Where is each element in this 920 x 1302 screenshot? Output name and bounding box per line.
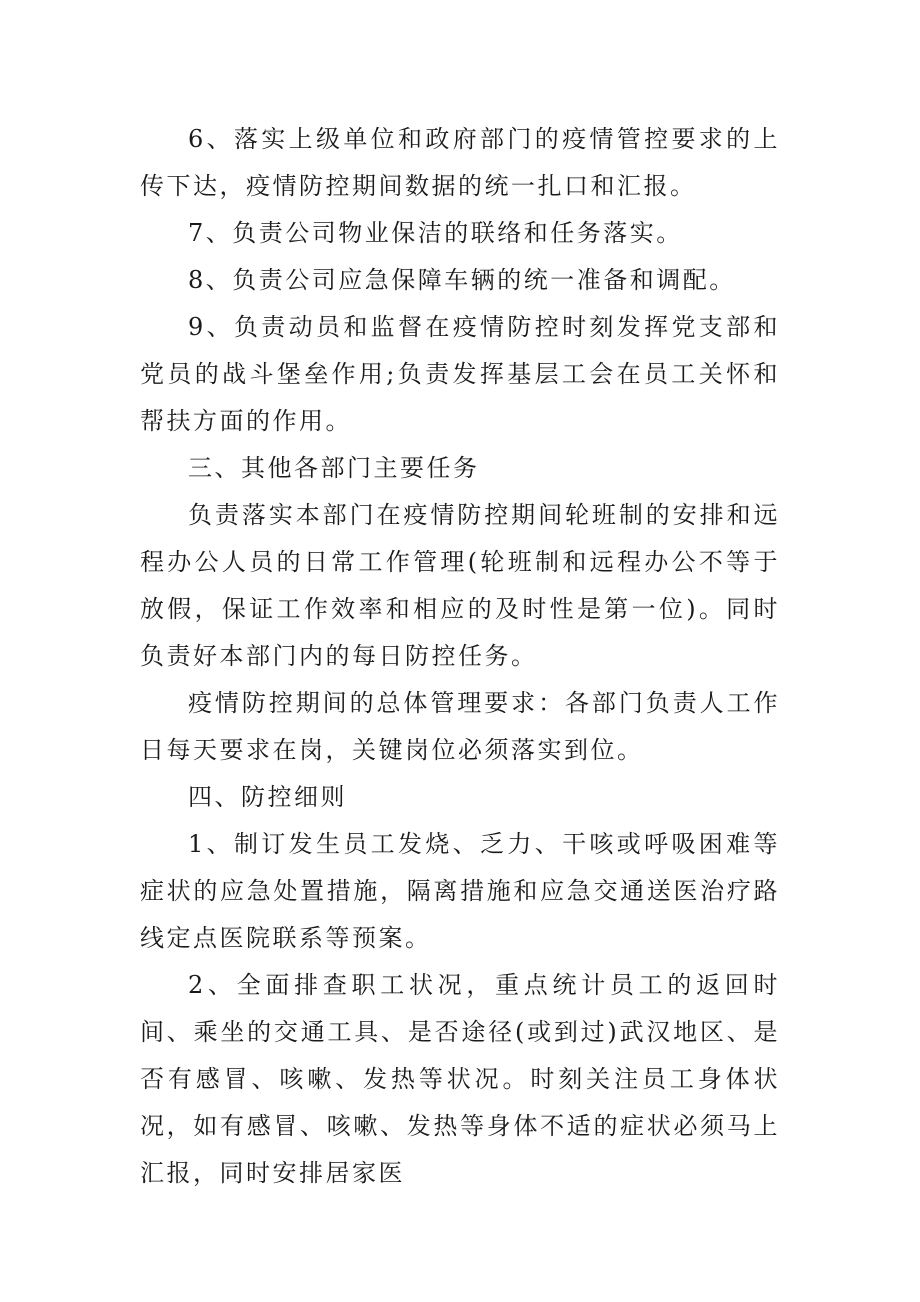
document-body [140, 116, 780, 1197]
paragraph-general-requirement: 疫情防控期间的总体管理要求：各部门负责人工作日每天要求在岗，关键岗位必须落实到位。 [140, 689, 780, 764]
paragraph-rule-1: 1、制订发生员工发烧、乏力、干咳或呼吸困难等症状的应急处置措施，隔离措施和应急交通送医治疗路线定点医院联系等预案。 [140, 830, 780, 952]
section-heading-3: 三、其他各部门主要任务 [188, 454, 480, 482]
paragraph-item-7: 7、负责公司物业保洁的联络和任务落实。 [188, 219, 683, 247]
paragraph-rule-2: 2、全面排查职工状况，重点统计员工的返回时间、乘坐的交通工具、是否途径(或到过)武汉地区、是否有感冒、咳嗽、发热等状况。时刻关注员工身体状况，如有感冒、咳嗽、发热等身体不适的症状必须马上汇报，同时安排居家医 [140, 971, 780, 1187]
section-heading-4: 四、防控细则 [188, 783, 347, 811]
paragraph-item-8: 8、负责公司应急保障车辆的统一准备和调配。 [188, 266, 736, 294]
paragraph-item-9: 9、负责动员和监督在疫情防控时刻发挥党支部和党员的战斗堡垒作用;负责发挥基层工会在员工关怀和帮扶方面的作用。 [140, 313, 780, 435]
paragraph-item-6: 6、落实上级单位和政府部门的疫情管控要求的上传下达，疫情防控期间数据的统一扎口和汇报。 [140, 125, 780, 200]
paragraph-department-duty: 负责落实本部门在疫情防控期间轮班制的安排和远程办公人员的日常工作管理(轮班制和远程办公不等于放假，保证工作效率和相应的及时性是第一位)。同时负责好本部门内的每日防控任务。 [140, 501, 780, 670]
